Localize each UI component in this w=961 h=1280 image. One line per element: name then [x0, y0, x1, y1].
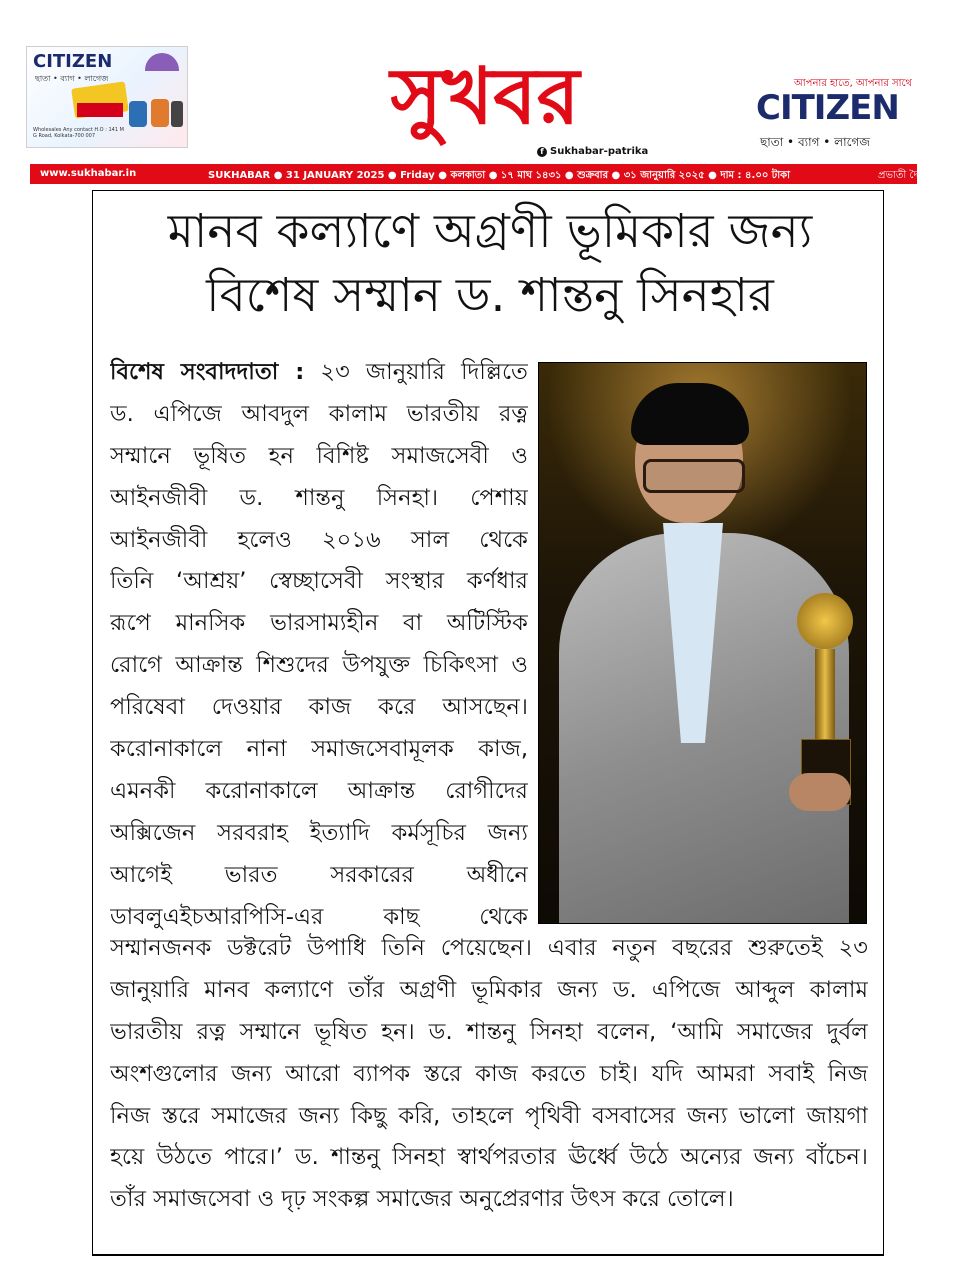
ad-right-brand: CITIZEN [756, 88, 899, 128]
headline-line: মানব কল্যাণে অগ্রণী ভূমিকার জন্য [167, 204, 813, 259]
column-line: আইনজীবী হলেও ২০১৬ সাল থেকে [110, 526, 528, 553]
column-line: করোনাকালে নানা সমাজসেবামূলক কাজ, [110, 736, 528, 763]
column-line: আগেই ভারত সরকারের অধীনে [110, 861, 528, 888]
byline: বিশেষ সংবাদদাতা : [110, 359, 305, 385]
ad-right-tagline: আপনার হাতে, আপনার সাথে [794, 78, 913, 89]
full-line: অংশগুলোর জন্য আরো ব্যাপক স্তরে কাজ করতে চাই। যদি আমরা সবাই নিজ [110, 1060, 868, 1087]
full-line: তাঁর সমাজসেবা ও দৃঢ় সংকল্প সমাজের অনুপ্রেরণার উৎস করে তোলে। [110, 1186, 734, 1213]
full-line: ভারতীয় রত্ন সম্মানে ভূষিত হন। ড. শান্তনু সিনহা বলেন, ‘আমি সমাজের দুর্বল [110, 1018, 868, 1045]
article-frame-top [92, 190, 884, 191]
article-frame-right [883, 190, 884, 1255]
article-column [110, 352, 528, 938]
full-line: সম্মানজনক ডক্টরেট উপাধি তিনি পেয়েছেন। এবার নতুন বছরের শুরুতেই ২৩ [110, 935, 868, 961]
headline-line: বিশেষ সম্মান ড. শান্তনু সিনহার [206, 268, 774, 323]
ad-left-sub: ছাতা • ব্যাগ • লাগেজ [35, 74, 109, 83]
column-line [110, 352, 528, 394]
website-url: www.sukhabar.in [40, 168, 137, 179]
price-tag-band-icon [77, 103, 123, 117]
column-line: আইনজীবী ড. শান্তনু সিনহা। পেশায় [110, 484, 528, 511]
column-line: এমনকী করোনাকালে আক্রান্ত রোগীদের [110, 777, 528, 804]
facebook-handle-text: Sukhabar-patrika [550, 146, 649, 157]
column-line-text: ২৩ জানুয়ারি দিল্লিতে [320, 359, 528, 385]
column-line: রোগে আক্রান্ত শিশুদের উপযুক্ত চিকিৎসা ও [110, 652, 528, 679]
citizen-ad-right [750, 76, 920, 156]
edition-label: প্রভাতী দৈনিক [878, 170, 935, 181]
date-strip-text: SUKHABAR ● 31 JANUARY 2025 ● Friday ● কলকাতা ● ১৭ মাঘ ১৪৩১ ● শুক্রবার ● ৩১ জানুয়ারি ২০২৫ ● দাম : ৪.০০ টাকা [208, 170, 791, 181]
bag-icon [171, 101, 183, 127]
full-line: জানুয়ারি মানব কল্যাণে তাঁর অগ্রণী ভূমিকার জন্য ড. এপিজে আব্দুল কালাম [110, 976, 868, 1003]
article-photo [538, 362, 867, 924]
luggage-icon [151, 99, 169, 127]
full-line: হয়ে উঠতে পারে।’ ড. শান্তনু সিনহা স্বার্থপরতার ঊর্ধ্বে উঠে অন্যের জন্য বাঁচেন। [110, 1144, 868, 1171]
newspaper-logo: সুখবর [390, 52, 580, 142]
umbrella-icon [145, 53, 179, 71]
facebook-handle [537, 146, 648, 157]
ad-left-fineprint: Wholesales Any contact H.O : 141 M G Road, Kolkata-700 007 [33, 127, 124, 139]
hand [789, 773, 851, 811]
article-frame-bottom [92, 1254, 884, 1256]
column-line: পরিষেবা দেওয়ার কাজ করে আসছেন। [110, 694, 528, 721]
column-line: সম্মানে ভূষিত হন বিশিষ্ট সমাজসেবী ও [110, 442, 528, 469]
glasses-icon [643, 459, 745, 493]
ad-right-sub: ছাতা • ব্যাগ • লাগেজ [760, 135, 870, 149]
article-headline [100, 200, 880, 328]
citizen-ad-left [26, 46, 188, 148]
column-line: ডাবলুএইচআরপিসি-এর কাছ থেকে [110, 903, 528, 930]
trophy-icon [789, 593, 859, 803]
full-line: নিজ স্তরে সমাজের জন্য কিছু করি, তাহলে পৃথিবী বসবাসের জন্য ভালো জায়গা [110, 1102, 868, 1129]
article-frame-left [92, 190, 93, 1255]
trophy-stem [815, 649, 835, 739]
article-full-width-text [110, 928, 868, 1221]
column-line: অক্সিজেন সরবরাহ ইত্যাদি কর্মসূচির জন্য [110, 819, 528, 846]
ad-left-brand: CITIZEN [33, 51, 113, 72]
column-line: ড. এপিজে আবদুল কালাম ভারতীয় রত্ন [110, 400, 528, 427]
column-line: তিনি ‘আশ্রয়’ স্বেচ্ছাসেবী সংস্থার কর্ণধার [110, 568, 528, 595]
column-line: রূপে মানসিক ভারসাম্যহীন বা অটিস্টিক [110, 610, 528, 637]
facebook-icon: f [537, 147, 547, 157]
backpack-icon [129, 101, 147, 127]
trophy-cup [797, 593, 853, 649]
